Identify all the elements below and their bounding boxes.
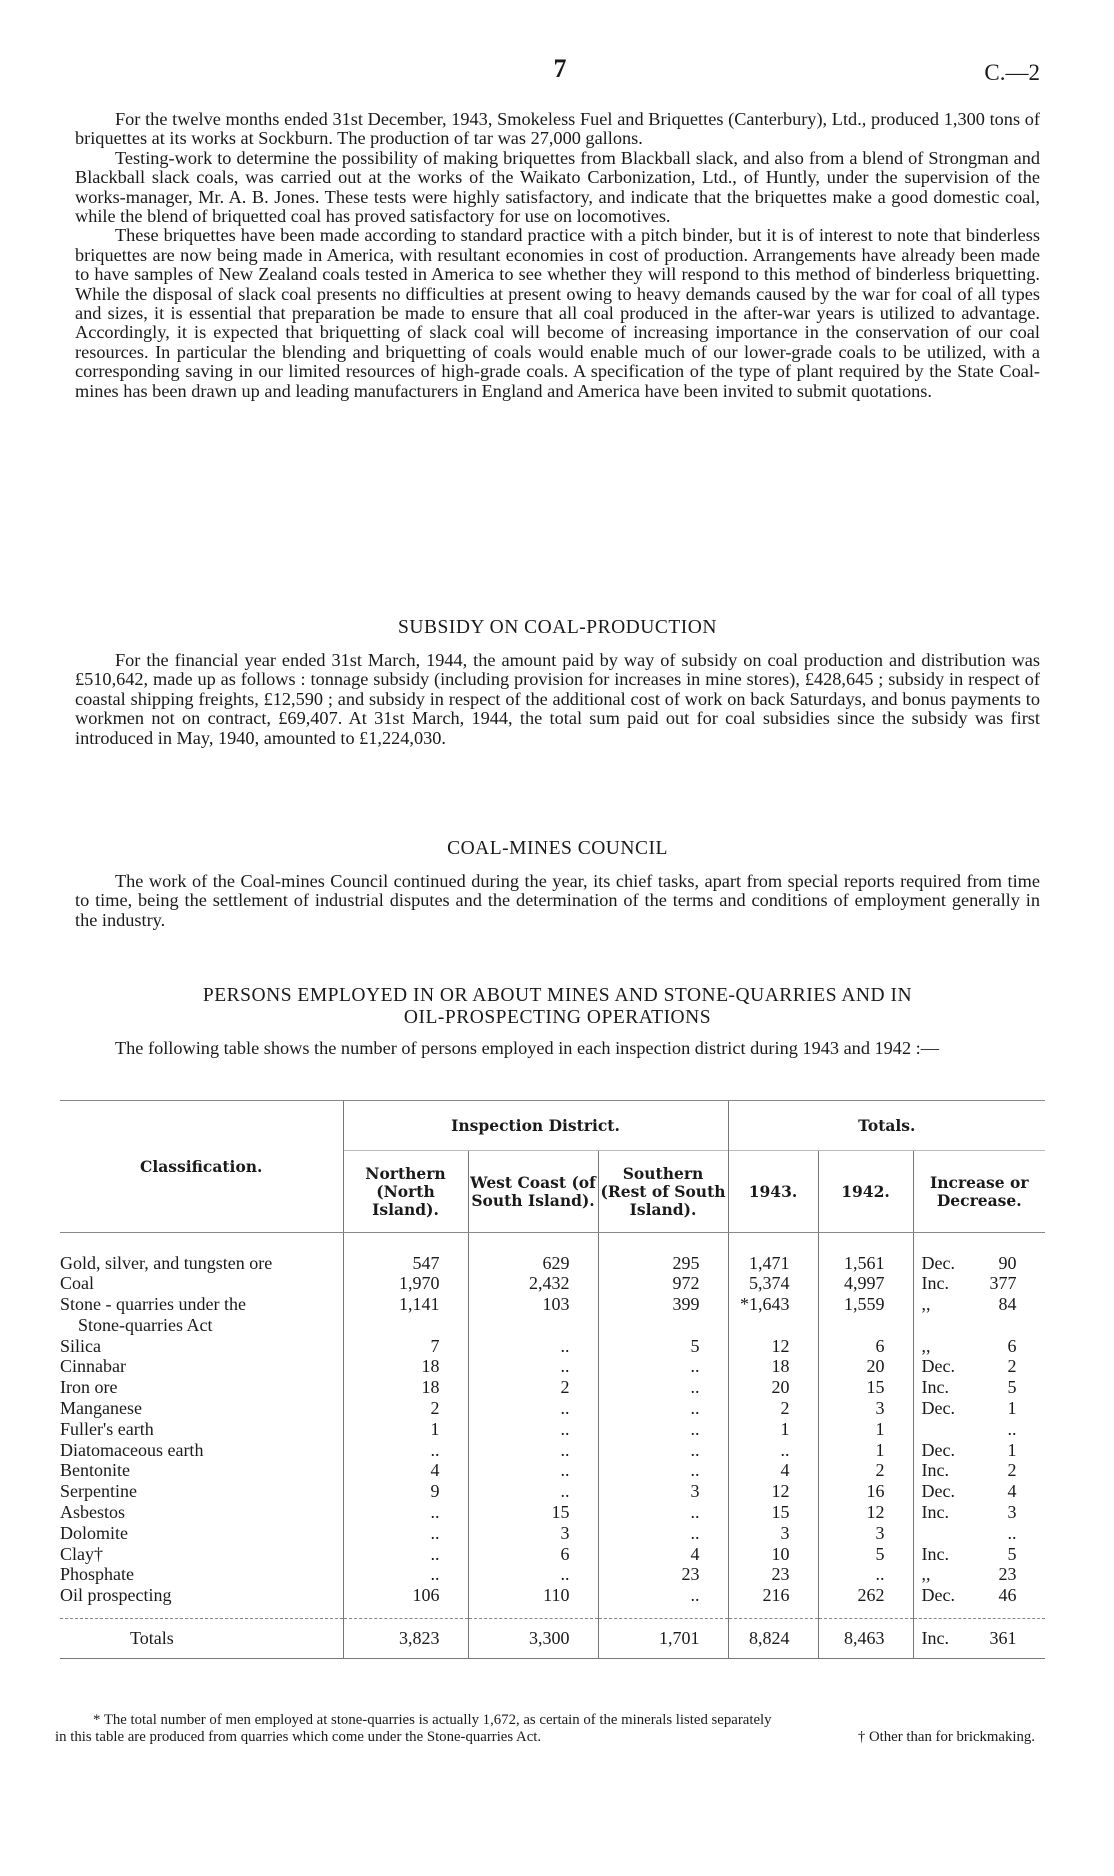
footnote-dagger: † Other than for brickmaking. [857, 1729, 1035, 1745]
row-label: Gold, silver, and tungsten ore [60, 1252, 273, 1273]
change-cell [913, 1544, 1045, 1565]
total-1943-cell: .. [728, 1440, 818, 1461]
total-1942-cell: 12 [818, 1502, 913, 1523]
northern-cell: 9 [343, 1481, 468, 1502]
inspection-district-header: Inspection District. [343, 1101, 728, 1151]
total-1942-cell: 1 [818, 1440, 913, 1461]
total-1942-cell: 3 [818, 1523, 913, 1544]
totals-1942: 8,463 [818, 1618, 913, 1658]
southern-cell: 295 [598, 1253, 728, 1274]
southern-cell: .. [598, 1523, 728, 1544]
total-1942-cell: .. [818, 1564, 913, 1585]
change-value: 361 [989, 1627, 1017, 1648]
change-cell [913, 1294, 1045, 1336]
change-cell [913, 1502, 1045, 1523]
total-1942-cell: 16 [818, 1481, 913, 1502]
change-cell [913, 1398, 1045, 1419]
change-cell [913, 1460, 1045, 1481]
change-value: 1 [1007, 1398, 1017, 1419]
paragraph-briquette-production: For the twelve months ended 31st December, 1943, Smokeless Fuel and Briquettes (Canterbury), Ltd., produced 1,300 tons of briquettes at its works at Sockburn. The production of tar was 27,000 gallons. [75, 109, 1040, 149]
southern-cell: .. [598, 1419, 728, 1440]
table-row [60, 1523, 1045, 1544]
persons-heading-line1: PERSONS EMPLOYED IN OR ABOUT MINES AND STONE-QUARRIES AND IN [202, 985, 913, 1006]
change-cell [913, 1585, 1045, 1606]
persons-heading-line2: OIL-PROSPECTING OPERATIONS [403, 1007, 712, 1028]
total-1943-cell: 3 [728, 1523, 818, 1544]
table-row [60, 1544, 1045, 1565]
employment-table [60, 1100, 1045, 1659]
council-section [75, 838, 1040, 930]
west-coast-cell: .. [468, 1564, 598, 1585]
footnote-line2-row [55, 1729, 1035, 1746]
southern-cell: .. [598, 1502, 728, 1523]
year-1942-header: 1942. [818, 1151, 913, 1233]
total-1943-cell: *1,643 [728, 1294, 818, 1336]
row-label: Dolomite [60, 1522, 128, 1543]
west-coast-cell: 3 [468, 1523, 598, 1544]
table-row [60, 1398, 1045, 1419]
northern-cell: 1 [343, 1419, 468, 1440]
northern-cell: 547 [343, 1253, 468, 1274]
change-value: 4 [1007, 1481, 1017, 1502]
table-row [60, 1273, 1045, 1294]
northern-cell: 2 [343, 1398, 468, 1419]
change-value: .. [1007, 1522, 1017, 1543]
table-row [60, 1585, 1045, 1606]
change-cell [913, 1419, 1045, 1440]
footnote [55, 1712, 1035, 1746]
document-reference: C.—2 [984, 60, 1040, 85]
change-value: 377 [989, 1273, 1017, 1294]
totals-change [913, 1618, 1045, 1658]
row-label: Oil prospecting [60, 1585, 172, 1606]
total-1942-cell: 1 [818, 1419, 913, 1440]
northern-cell: 1,970 [343, 1273, 468, 1294]
change-word: ,, [921, 1335, 931, 1356]
total-1942-cell: 6 [818, 1336, 913, 1357]
southern-cell: .. [598, 1585, 728, 1606]
change-word: Inc. [921, 1502, 949, 1523]
row-label: Cinnabar [60, 1356, 126, 1377]
southern-cell: 4 [598, 1544, 728, 1565]
change-word: Dec. [921, 1252, 955, 1273]
southern-cell: .. [598, 1377, 728, 1398]
total-1942-cell: 1,561 [818, 1253, 913, 1274]
northern-cell: .. [343, 1564, 468, 1585]
southern-header: Southern (Rest of South Island). [598, 1151, 728, 1233]
page-number: 7 [553, 54, 567, 83]
table-row [60, 1481, 1045, 1502]
total-1943-cell: 10 [728, 1544, 818, 1565]
row-label: Serpentine [60, 1481, 137, 1502]
change-value: 90 [998, 1252, 1017, 1273]
change-value: 5 [1007, 1377, 1017, 1398]
change-word: Dec. [921, 1439, 955, 1460]
southern-cell: 23 [598, 1564, 728, 1585]
classification-header: Classification. [60, 1101, 343, 1233]
table-row [60, 1564, 1045, 1585]
row-label [60, 1294, 343, 1336]
row-label: Bentonite [60, 1460, 130, 1481]
subsidy-heading: SUBSIDY ON COAL-PRODUCTION [398, 617, 717, 638]
change-value: 6 [1007, 1335, 1017, 1356]
intro-paragraphs [75, 110, 1040, 401]
total-1943-cell: 1 [728, 1419, 818, 1440]
total-1942-cell: 20 [818, 1356, 913, 1377]
southern-cell: .. [598, 1398, 728, 1419]
northern-cell: 1,141 [343, 1294, 468, 1336]
paragraph-binderless-briquettes: These briquettes have been made according to standard practice with a pitch binder, but it is of interest to note that binderless briquettes are now being made in America, with resultant economies in cost of production. Arrangements have already been made to have samples of New Zealand coals tested in America to see whether they will respond to this method of binderless briquetting. While the disposal of slack coal presents no difficulties at present owing to heavy demands caused by the war for coal of all types and sizes, it is essential that preparation be made to ensure that all coal produced in the after-war years is utilized to advantage. Accordingly, it is expected that briquetting of slack coal will become of increasing importance in the conservation of our coal resources. In particular the blending and briquetting of coals would enable much of our lower-grade coals to be utilized, with a corresponding saving in our limited resources of high-grade coals. A specification of the type of plant required by the State Coal-mines has been drawn up and leading manufacturers in England and America have been invited to submit quotations. [75, 225, 1040, 401]
change-word: Inc. [921, 1543, 949, 1564]
table-row [60, 1336, 1045, 1357]
southern-cell: .. [598, 1460, 728, 1481]
west-coast-cell: .. [468, 1460, 598, 1481]
row-label: Silica [60, 1335, 101, 1356]
total-1942-cell: 4,997 [818, 1273, 913, 1294]
northern-cell: .. [343, 1523, 468, 1544]
change-value: 2 [1007, 1460, 1017, 1481]
employment-table-body [60, 1233, 1045, 1659]
northern-cell: 106 [343, 1585, 468, 1606]
change-word: Inc. [921, 1627, 949, 1648]
change-word: Dec. [921, 1481, 955, 1502]
change-cell [913, 1564, 1045, 1585]
table-row [60, 1253, 1045, 1274]
west-coast-cell: 6 [468, 1544, 598, 1565]
southern-cell: .. [598, 1356, 728, 1377]
total-1942-cell: 2 [818, 1460, 913, 1481]
change-value: 46 [998, 1585, 1017, 1606]
northern-cell: 18 [343, 1356, 468, 1377]
total-1943-cell: 12 [728, 1481, 818, 1502]
change-word: Dec. [921, 1585, 955, 1606]
west-coast-cell: .. [468, 1336, 598, 1357]
change-word: Inc. [921, 1377, 949, 1398]
change-value: 84 [998, 1294, 1017, 1315]
council-heading: COAL-MINES COUNCIL [447, 838, 668, 859]
table-row [60, 1440, 1045, 1461]
total-1943-cell: 4 [728, 1460, 818, 1481]
total-1942-cell: 3 [818, 1398, 913, 1419]
subsidy-section [75, 617, 1040, 748]
paragraph-testing-work: Testing-work to determine the possibility of making briquettes from Blackball slack, and also from a blend of Strongman and Blackball slack coals, was carried out at the works of the Waikato Carbonization, Ltd., of Huntly, under the supervision of the works-manager, Mr. A. B. Jones. These tests were highly satisfactory, and indicate that the briquettes make a good domestic coal, while the blend of briquetted coal has proved satisfactory for use on locomotives. [75, 147, 1040, 227]
southern-cell: 399 [598, 1294, 728, 1336]
southern-cell: .. [598, 1440, 728, 1461]
total-1942-cell: 1,559 [818, 1294, 913, 1336]
total-1942-cell: 262 [818, 1585, 913, 1606]
row-label: Coal [60, 1273, 94, 1294]
table-row [60, 1502, 1045, 1523]
totals-1943: 8,824 [728, 1618, 818, 1658]
total-1943-cell: 23 [728, 1564, 818, 1585]
west-coast-cell: 110 [468, 1585, 598, 1606]
persons-section [75, 985, 1040, 1058]
northern-cell: .. [343, 1502, 468, 1523]
west-coast-cell: .. [468, 1440, 598, 1461]
table-row [60, 1460, 1045, 1481]
council-paragraph: The work of the Coal-mines Council continued during the year, its chief tasks, apart from special reports required from time to time, being the settlement of industrial disputes and the determination of the terms and conditions of employment generally in the industry. [75, 871, 1040, 930]
total-1943-cell: 2 [728, 1398, 818, 1419]
change-cell [913, 1253, 1045, 1274]
change-word: Inc. [921, 1460, 949, 1481]
change-cell [913, 1481, 1045, 1502]
west-coast-cell: 103 [468, 1294, 598, 1336]
row-label: Asbestos [60, 1502, 126, 1523]
west-coast-cell: .. [468, 1356, 598, 1377]
footnote-line1: * The total number of men employed at stone-quarries is actually 1,672, as certain of the minerals listed separately [93, 1712, 772, 1728]
change-cell [913, 1336, 1045, 1357]
change-word: Dec. [921, 1356, 955, 1377]
persons-intro: The following table shows the number of persons employed in each inspection district during 1943 and 1942 :— [115, 1038, 940, 1058]
northern-cell: .. [343, 1440, 468, 1461]
totals-header: Totals. [728, 1101, 1045, 1151]
change-word: ,, [921, 1564, 931, 1585]
footnote-line2: in this table are produced from quarries which come under the Stone-quarries Act. [55, 1729, 542, 1745]
row-label: Clay† [60, 1543, 103, 1564]
west-coast-cell: 2 [468, 1377, 598, 1398]
employment-table-wrap [60, 1100, 1045, 1659]
table-row [60, 1294, 1045, 1336]
west-coast-cell: 629 [468, 1253, 598, 1274]
west-coast-cell: .. [468, 1419, 598, 1440]
northern-header: Northern (North Island). [343, 1151, 468, 1233]
southern-cell: 972 [598, 1273, 728, 1294]
table-row [60, 1377, 1045, 1398]
total-1943-cell: 5,374 [728, 1273, 818, 1294]
west-coast-cell: .. [468, 1481, 598, 1502]
change-cell [913, 1377, 1045, 1398]
row-label: Diatomaceous earth [60, 1439, 204, 1460]
total-1943-cell: 216 [728, 1585, 818, 1606]
change-value: 3 [1007, 1502, 1017, 1523]
change-value: 2 [1007, 1356, 1017, 1377]
northern-cell: 18 [343, 1377, 468, 1398]
west-coast-header: West Coast (of South Island). [468, 1151, 598, 1233]
southern-cell: 3 [598, 1481, 728, 1502]
change-value: .. [1007, 1418, 1017, 1439]
row-label: Phosphate [60, 1564, 134, 1585]
total-1943-cell: 1,471 [728, 1253, 818, 1274]
west-coast-cell: 15 [468, 1502, 598, 1523]
total-1943-cell: 18 [728, 1356, 818, 1377]
change-word: Dec. [921, 1398, 955, 1419]
totals-west-coast: 3,300 [468, 1618, 598, 1658]
year-1943-header: 1943. [728, 1151, 818, 1233]
change-cell [913, 1273, 1045, 1294]
change-cell [913, 1523, 1045, 1544]
total-1943-cell: 20 [728, 1377, 818, 1398]
southern-cell: 5 [598, 1336, 728, 1357]
row-label-line2: Stone-quarries Act [78, 1314, 213, 1335]
total-1942-cell: 5 [818, 1544, 913, 1565]
row-label: Fuller's earth [60, 1418, 154, 1439]
increase-decrease-header: Increase or Decrease. [913, 1151, 1045, 1233]
table-row [60, 1419, 1045, 1440]
totals-northern: 3,823 [343, 1618, 468, 1658]
change-word: ,, [921, 1294, 931, 1315]
row-label-line1: Stone - quarries under the [60, 1294, 246, 1315]
change-value: 23 [998, 1564, 1017, 1585]
change-cell [913, 1356, 1045, 1377]
west-coast-cell: .. [468, 1398, 598, 1419]
change-value: 1 [1007, 1439, 1017, 1460]
subsidy-paragraph: For the financial year ended 31st March, 1944, the amount paid by way of subsidy on coal production and distribution was £510,642, made up as follows : tonnage subsidy (including provision for increases in mine stores), £428,645 ; subsidy in respect of coastal shipping freights, £12,590 ; and subsidy in respect of the additional cost of work on back Saturdays, and bonus payments to workmen not on contract, £69,407. At 31st March, 1944, the total sum paid out for coal subsidies since the subsidy was first introduced in May, 1940, amounted to £1,224,030. [75, 650, 1040, 748]
change-word: Inc. [921, 1273, 949, 1294]
total-1943-cell: 12 [728, 1336, 818, 1357]
table-row [60, 1356, 1045, 1377]
row-label: Manganese [60, 1398, 142, 1419]
totals-label: Totals [60, 1618, 343, 1658]
totals-row [60, 1618, 1045, 1658]
total-1942-cell: 15 [818, 1377, 913, 1398]
change-cell [913, 1440, 1045, 1461]
row-label: Iron ore [60, 1377, 118, 1398]
northern-cell: 4 [343, 1460, 468, 1481]
west-coast-cell: 2,432 [468, 1273, 598, 1294]
northern-cell: .. [343, 1544, 468, 1565]
northern-cell: 7 [343, 1336, 468, 1357]
totals-southern: 1,701 [598, 1618, 728, 1658]
change-value: 5 [1007, 1543, 1017, 1564]
total-1943-cell: 15 [728, 1502, 818, 1523]
